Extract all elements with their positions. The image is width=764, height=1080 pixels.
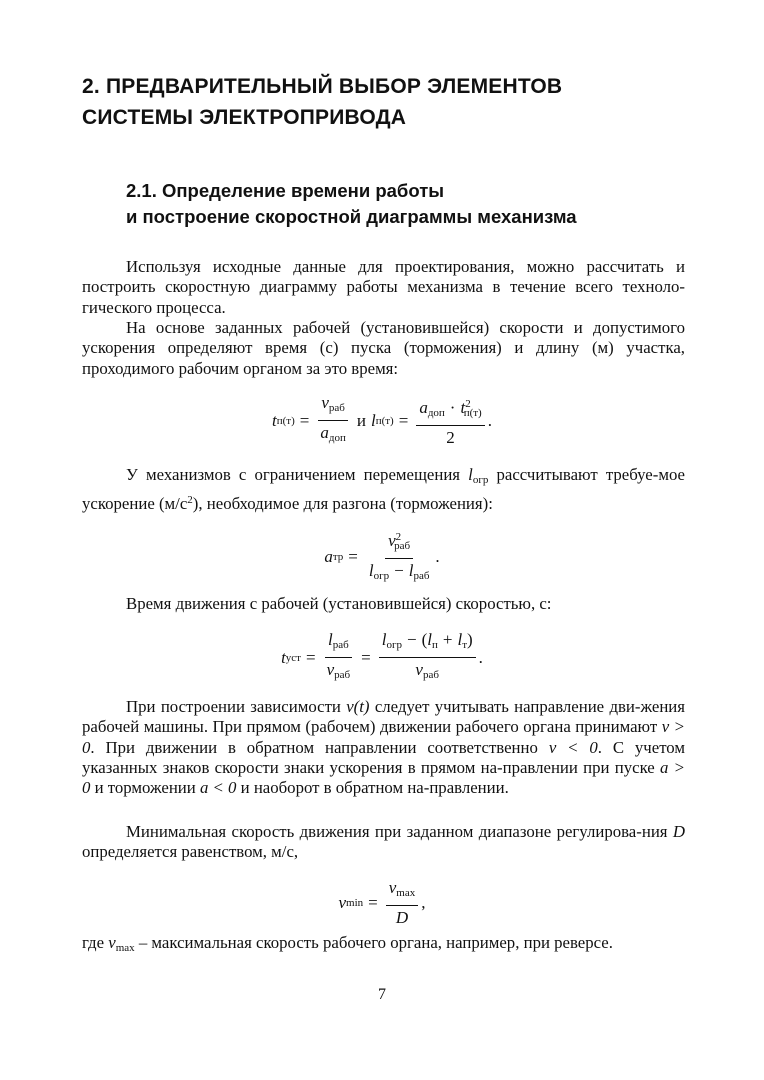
var-a: a — [320, 423, 329, 442]
var-l: l — [328, 630, 333, 649]
p6-text-a: Минимальная скорость движения при заданном диапазоне регулирова-ния — [126, 822, 673, 841]
chapter-title-line-1: 2. ПРЕДВАРИТЕЛЬНЫЙ ВЫБОР ЭЛЕМЕНТОВ — [82, 75, 563, 98]
sub-rab: раб — [422, 669, 439, 681]
chapter-title — [82, 71, 562, 133]
p5-text-a: При построении зависимости — [126, 697, 347, 716]
paragraph-1: Используя исходные данные для проектирования, можно рассчитать и построить скоростную диаграмму работы механизма в течение всего техноло-гического процесса. — [82, 257, 685, 317]
var-v: v — [108, 933, 116, 952]
sub-pt: п(т) — [375, 414, 394, 427]
section-title — [126, 178, 577, 230]
fraction-v-over-a — [317, 393, 348, 448]
var-D: D — [395, 908, 409, 927]
var-v: v — [326, 660, 335, 679]
formula-min-speed — [0, 878, 764, 928]
left-paren: ( — [421, 630, 428, 649]
minus-sign: − — [394, 561, 404, 580]
and-word: и — [356, 410, 366, 430]
p7-text-a: где — [82, 933, 109, 952]
expr-a-lt-0: a < 0 — [199, 778, 237, 798]
sub-rab: раб — [328, 402, 345, 414]
paragraph-4: Время движения с рабочей (установившейся) скоростью, с: — [126, 594, 552, 613]
var-v: v — [321, 393, 329, 412]
period: . — [487, 410, 492, 430]
var-D: D — [672, 822, 685, 841]
sub-dop: доп — [328, 432, 346, 444]
var-a: a — [419, 397, 428, 417]
minus-sign: − — [406, 630, 417, 649]
dot-operator: · — [449, 397, 456, 417]
comma: , — [421, 893, 426, 912]
section-title-line-1: 2.1. Определение времени работы — [126, 180, 445, 201]
equals-sign: = — [368, 893, 378, 912]
right-paren: ) — [467, 630, 473, 649]
sub-t: т — [462, 639, 467, 651]
paragraph-2: На основе заданных рабочей (установившейся) скорости и допустимого ускорения определяют время (с) пуска (торможения) и длину (м) участка, проходимого рабочим органом за это время: — [82, 318, 685, 378]
fraction-vmax-over-D — [386, 878, 419, 928]
p6-text-b: определяется равенством, м/с, — [82, 842, 299, 862]
sub-rab: раб — [413, 570, 430, 582]
p5-text-b: следует учитывать направление дви-жения рабочей машины. При прямом (рабочем) движении рабочего органа принимают — [82, 697, 685, 737]
sub-dop: доп — [427, 406, 445, 419]
paragraph-7 — [82, 933, 685, 958]
var-l: l — [457, 630, 463, 649]
sub-rab: раб — [332, 639, 349, 651]
var-l: l — [381, 630, 387, 649]
sub-max: max — [396, 887, 416, 899]
plus-sign: + — [442, 630, 453, 649]
var-l: l — [408, 561, 414, 580]
equals-sign: = — [361, 647, 371, 667]
var-l: l — [370, 410, 376, 430]
p3-text-a: У механизмов с ограничением перемещения — [126, 465, 469, 484]
formula-required-acceleration — [0, 527, 764, 586]
paragraph-5 — [82, 697, 685, 798]
var-t: t — [460, 397, 466, 417]
equals-sign: = — [306, 647, 316, 667]
sub-rab: раб — [334, 669, 351, 681]
equals-sign: = — [299, 410, 310, 430]
sub-tr: тр — [332, 550, 344, 563]
p5-text-d: . С учетом указанных знаков скорости знаки ускорения в прямом на-правлении при пуске — [82, 737, 685, 777]
var-v: v — [415, 660, 423, 679]
page-number: 7 — [378, 986, 386, 1003]
var-v: v — [338, 893, 347, 912]
var-t: t — [281, 647, 286, 667]
paragraph-3 — [82, 465, 685, 515]
expr-a-gt-0: a > 0 — [82, 757, 685, 798]
period: . — [478, 647, 483, 667]
var-l: l — [468, 465, 473, 484]
expr-v-lt-0: v < 0 — [548, 737, 598, 757]
sub-min: min — [346, 897, 364, 909]
fraction-acceleration — [366, 527, 433, 586]
sub-pt: п(т) — [276, 414, 295, 427]
sup-2: 2 — [187, 494, 193, 507]
var-t: t — [272, 410, 277, 430]
paragraph-6 — [82, 822, 685, 863]
p5-text-c: . При движении в обратном направлении соответственно — [90, 737, 549, 757]
p3-text-c: ), необходимое для разгона (торможения): — [192, 494, 493, 514]
sub-rab: раб — [394, 540, 411, 552]
equals-sign: = — [348, 546, 358, 566]
sub-max: max — [115, 942, 135, 954]
equals-sign: = — [398, 410, 409, 430]
sub-ust: уст — [285, 651, 301, 664]
fraction-remaining-length — [379, 630, 476, 685]
sub-ogr: огр — [373, 570, 390, 582]
p5-text-e: и торможении — [90, 778, 200, 798]
p3-text-b: рассчитывают требуе-мое ускорение (м/с — [82, 465, 685, 514]
fraction-length — [416, 394, 484, 448]
fraction-l-over-v — [324, 630, 354, 685]
var-l: l — [368, 561, 374, 580]
sub-ogr: огр — [386, 639, 402, 651]
sup-2: 2 — [395, 531, 402, 543]
sub-pt: п(т) — [463, 406, 482, 419]
p5-text-f: и наоборот в обратном на-правлении. — [236, 778, 509, 798]
var-v: v — [388, 531, 396, 550]
sub-p: п — [431, 639, 438, 651]
formula-start-time-and-length — [0, 393, 764, 448]
sub-ogr: огр — [472, 474, 489, 486]
var-a: a — [324, 546, 333, 566]
expr-v-gt-0: v > 0 — [82, 717, 685, 757]
formula-steady-time — [0, 630, 764, 685]
expr-v-of-t: v(t) — [346, 697, 370, 716]
section-title-line-2: и построение скоростной диаграммы механизма — [126, 206, 577, 227]
var-v: v — [388, 878, 397, 897]
chapter-title-line-2: СИСТЕМЫ ЭЛЕКТРОПРИВОДА — [82, 106, 407, 129]
p7-text-b: – максимальная скорость рабочего органа, например, при реверсе. — [134, 933, 613, 952]
var-l: l — [427, 630, 432, 649]
sup-2: 2 — [465, 397, 471, 410]
period: . — [435, 546, 440, 566]
denominator-two: 2 — [446, 427, 455, 447]
